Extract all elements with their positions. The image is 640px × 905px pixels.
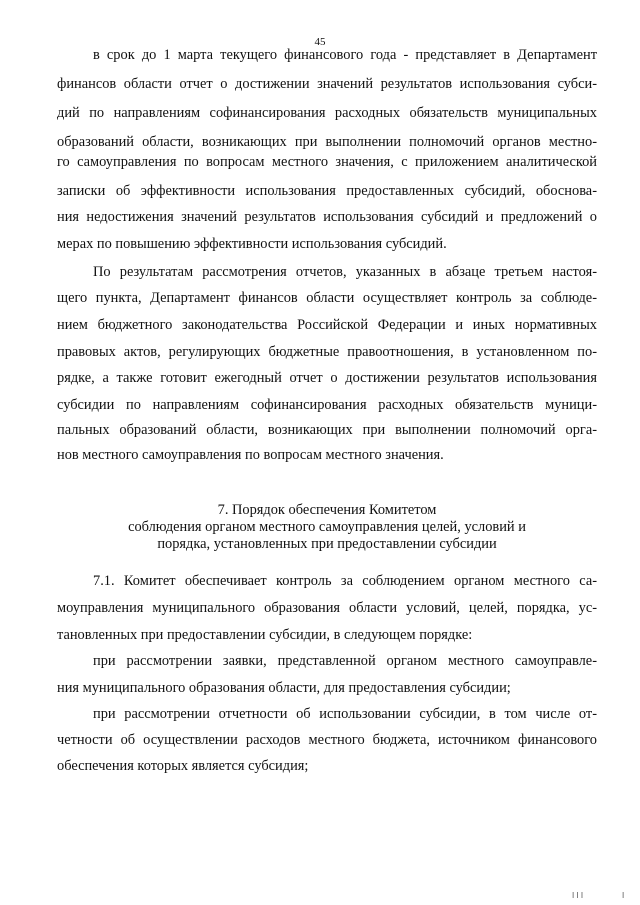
paragraph-2-line-3: нием бюджетного законодательства Российской Федерации и иных нормативных: [57, 317, 597, 333]
paragraph-2-line-2: щего пункта, Департамент финансов области осуществляет контроль за соблюде-: [57, 290, 597, 306]
paragraph-2-line-5: рядке, а также готовит ежегодный отчет о достижении результатов использования: [57, 370, 597, 386]
paragraph-2-line-4: правовых актов, регулирующих бюджетные правоотношения, в установленном по-: [57, 344, 597, 360]
paragraph-5-line-3: обеспечения которых является субсидия;: [57, 758, 309, 774]
paragraph-1-line-7: ния недостижения значений результатов использования субсидий и предложений о: [57, 209, 597, 225]
paragraph-1-line-4: образований области, возникающих при выполнении полномочий органов местно-: [57, 134, 597, 150]
section-heading-line-3: порядка, установленных при предоставлении субсидии: [157, 536, 497, 552]
page-number: 45: [314, 36, 326, 48]
paragraph-1-line-8: мерах по повышению эффективности использования субсидий.: [57, 236, 447, 252]
paragraph-1-line-1: в срок до 1 марта текущего финансового года - представляет в Департамент: [93, 47, 597, 63]
paragraph-2-line-1: По результатам рассмотрения отчетов, указанных в абзаце третьем настоя-: [93, 264, 597, 280]
paragraph-5-line-2: четности об осуществлении расходов местного бюджета, источником финансового: [57, 732, 597, 748]
footer-mark-left: I I I: [572, 891, 584, 900]
paragraph-4-line-2: ния муниципального образования области, для предоставления субсидии;: [57, 680, 511, 696]
section-heading-line-2: соблюдения органом местного самоуправления целей, условий и: [128, 519, 526, 535]
paragraph-1-line-5: го самоуправления по вопросам местного значения, с приложением аналитической: [57, 154, 597, 170]
paragraph-1-line-3: дий по направлениям софинансирования расходных обязательств муниципальных: [57, 105, 597, 121]
paragraph-5-line-1: при рассмотрении отчетности об использовании субсидии, в том числе от-: [93, 706, 597, 722]
paragraph-1-line-6: записки об эффективности использования предоставленных субсидий, обоснова-: [57, 183, 597, 199]
section-heading-line-1: 7. Порядок обеспечения Комитетом: [217, 502, 437, 518]
paragraph-3-line-2: моуправления муниципального образования области условий, целей, порядка, ус-: [57, 600, 597, 616]
paragraph-2-line-6: субсидии по направлениям софинансирования расходных обязательств муници-: [57, 397, 597, 413]
paragraph-1-line-2: финансов области отчет о достижении значений результатов использования субси-: [57, 76, 597, 92]
footer-mark-right: I: [622, 891, 625, 900]
paragraph-3-line-1: 7.1. Комитет обеспечивает контроль за соблюдением органом местного са-: [93, 573, 597, 589]
paragraph-3-line-3: тановленных при предоставлении субсидии, в следующем порядке:: [57, 627, 473, 643]
paragraph-2-line-8: нов местного самоуправления по вопросам местного значения.: [57, 447, 444, 463]
paragraph-2-line-7: пальных образований области, возникающих при выполнении полномочий орга-: [57, 422, 597, 438]
paragraph-4-line-1: при рассмотрении заявки, представленной органом местного самоуправле-: [93, 653, 597, 669]
